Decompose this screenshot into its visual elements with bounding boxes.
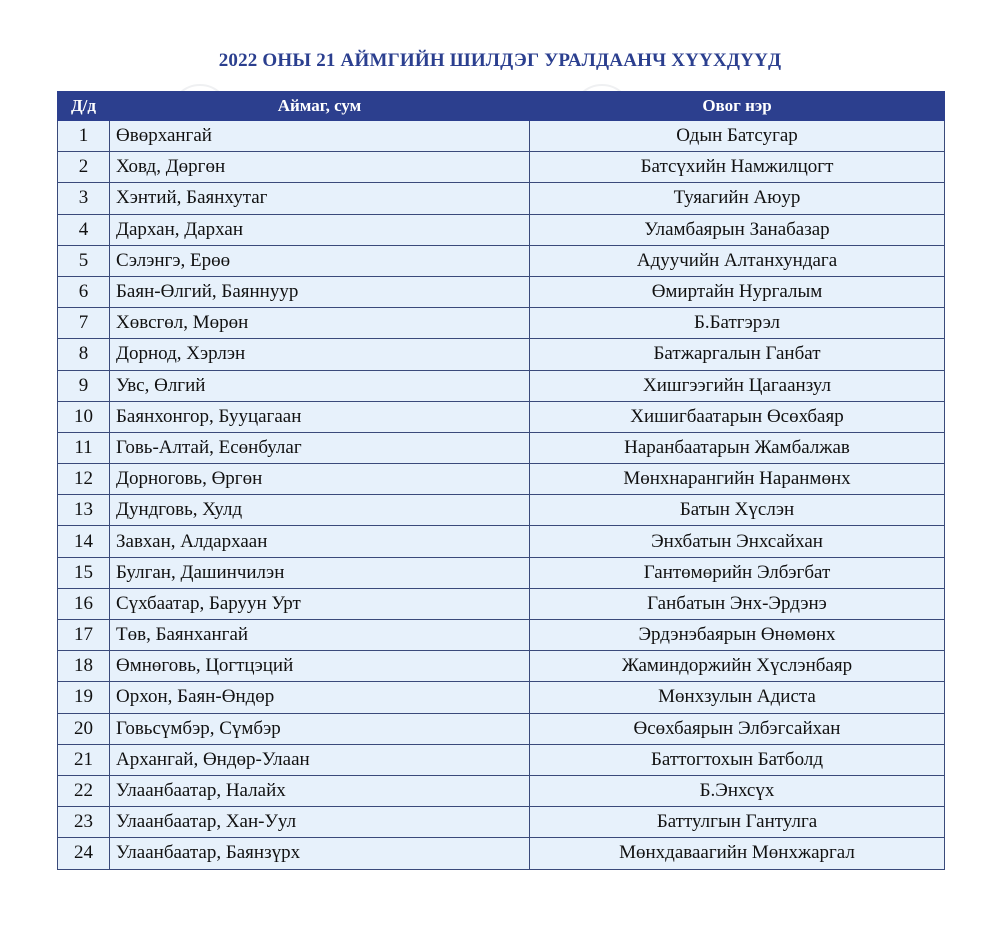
row-location: Дорноговь, Өргөн [110, 464, 530, 495]
row-name: Батын Хүслэн [530, 495, 945, 526]
table-row [58, 588, 945, 619]
table-row [58, 245, 945, 276]
row-number: 13 [58, 495, 110, 526]
row-location: Булган, Дашинчилэн [110, 557, 530, 588]
header-location: Аймаг, сум [110, 92, 530, 121]
row-location: Баян-Өлгий, Баяннуур [110, 276, 530, 307]
page-title: 2022 ОНЫ 21 АЙМГИЙН ШИЛДЭГ УРАЛДААНЧ ХҮҮХДҮҮД [218, 50, 782, 71]
row-number: 9 [58, 370, 110, 401]
row-location: Архангай, Өндөр-Улаан [110, 744, 530, 775]
row-location: Орхон, Баян-Өндөр [110, 682, 530, 713]
table-row [58, 183, 945, 214]
row-number: 21 [58, 744, 110, 775]
table-row [58, 775, 945, 806]
row-number: 14 [58, 526, 110, 557]
row-name: Б.Энхсүх [530, 775, 945, 806]
row-location: Увс, Өлгий [110, 370, 530, 401]
row-name: Энхбатын Энхсайхан [530, 526, 945, 557]
row-location: Хөвсгөл, Мөрөн [110, 308, 530, 339]
row-name: Өсөхбаярын Элбэгсайхан [530, 713, 945, 744]
row-number: 10 [58, 401, 110, 432]
table-row [58, 464, 945, 495]
row-name: Батжаргалын Ганбат [530, 339, 945, 370]
row-number: 11 [58, 432, 110, 463]
row-name: Уламбаярын Занабазар [530, 214, 945, 245]
row-number: 17 [58, 620, 110, 651]
row-location: Улаанбаатар, Баянзүрх [110, 838, 530, 869]
row-number: 19 [58, 682, 110, 713]
header-name: Овог нэр [530, 92, 945, 121]
table-row [58, 495, 945, 526]
row-number: 12 [58, 464, 110, 495]
table-row [58, 557, 945, 588]
row-number: 7 [58, 308, 110, 339]
row-number: 16 [58, 588, 110, 619]
row-location: Говь-Алтай, Есөнбулаг [110, 432, 530, 463]
table-row [58, 121, 945, 152]
row-name: Хишгээгийн Цагаанзул [530, 370, 945, 401]
row-name: Мөнхдаваагийн Мөнхжаргал [530, 838, 945, 869]
row-location: Ховд, Дөргөн [110, 152, 530, 183]
row-location: Өмнөговь, Цогтцэций [110, 651, 530, 682]
table-row [58, 152, 945, 183]
row-location: Дундговь, Хулд [110, 495, 530, 526]
table-row [58, 744, 945, 775]
row-location: Улаанбаатар, Хан-Уул [110, 807, 530, 838]
row-name: Одын Батсугар [530, 121, 945, 152]
table-row [58, 308, 945, 339]
row-name: Хишигбаатарын Өсөхбаяр [530, 401, 945, 432]
row-location: Дорнод, Хэрлэн [110, 339, 530, 370]
row-number: 2 [58, 152, 110, 183]
row-name: Баттулгын Гантулга [530, 807, 945, 838]
row-name: Гантөмөрийн Элбэгбат [530, 557, 945, 588]
row-location: Улаанбаатар, Налайх [110, 775, 530, 806]
row-number: 23 [58, 807, 110, 838]
table-row [58, 370, 945, 401]
row-number: 6 [58, 276, 110, 307]
row-location: Өвөрхангай [110, 121, 530, 152]
table-row [58, 432, 945, 463]
row-name: Б.Батгэрэл [530, 308, 945, 339]
row-location: Сэлэнгэ, Ерөө [110, 245, 530, 276]
table-row [58, 651, 945, 682]
row-location: Төв, Баянхангай [110, 620, 530, 651]
row-number: 24 [58, 838, 110, 869]
table-row [58, 401, 945, 432]
row-location: Завхан, Алдархаан [110, 526, 530, 557]
row-name: Адуучийн Алтанхундага [530, 245, 945, 276]
table-row [58, 214, 945, 245]
table-row [58, 838, 945, 869]
row-location: Говьсүмбэр, Сүмбэр [110, 713, 530, 744]
row-name: Туяагийн Аюур [530, 183, 945, 214]
row-name: Баттогтохын Батболд [530, 744, 945, 775]
table-row [58, 682, 945, 713]
row-number: 18 [58, 651, 110, 682]
row-location: Сүхбаатар, Баруун Урт [110, 588, 530, 619]
table-row [58, 807, 945, 838]
table-body [58, 121, 945, 870]
row-name: Мөнхнарангийн Наранмөнх [530, 464, 945, 495]
row-name: Жаминдоржийн Хүслэнбаяр [530, 651, 945, 682]
row-location: Хэнтий, Баянхутаг [110, 183, 530, 214]
row-number: 8 [58, 339, 110, 370]
table-row [58, 713, 945, 744]
row-number: 15 [58, 557, 110, 588]
row-name: Ганбатын Энх-Эрдэнэ [530, 588, 945, 619]
row-name: Өмиртайн Нургалым [530, 276, 945, 307]
row-number: 20 [58, 713, 110, 744]
header-number: Д/д [58, 92, 110, 121]
row-number: 22 [58, 775, 110, 806]
row-number: 5 [58, 245, 110, 276]
table-row [58, 339, 945, 370]
row-name: Наранбаатарын Жамбалжав [530, 432, 945, 463]
table-row [58, 526, 945, 557]
table-header-row [58, 92, 945, 121]
row-number: 1 [58, 121, 110, 152]
row-name: Мөнхзулын Адиста [530, 682, 945, 713]
results-table [57, 91, 945, 870]
row-name: Эрдэнэбаярын Өнөмөнх [530, 620, 945, 651]
table-row [58, 620, 945, 651]
row-name: Батсүхийн Намжилцогт [530, 152, 945, 183]
table-row [58, 276, 945, 307]
row-location: Дархан, Дархан [110, 214, 530, 245]
row-number: 4 [58, 214, 110, 245]
row-location: Баянхонгор, Бууцагаан [110, 401, 530, 432]
row-number: 3 [58, 183, 110, 214]
